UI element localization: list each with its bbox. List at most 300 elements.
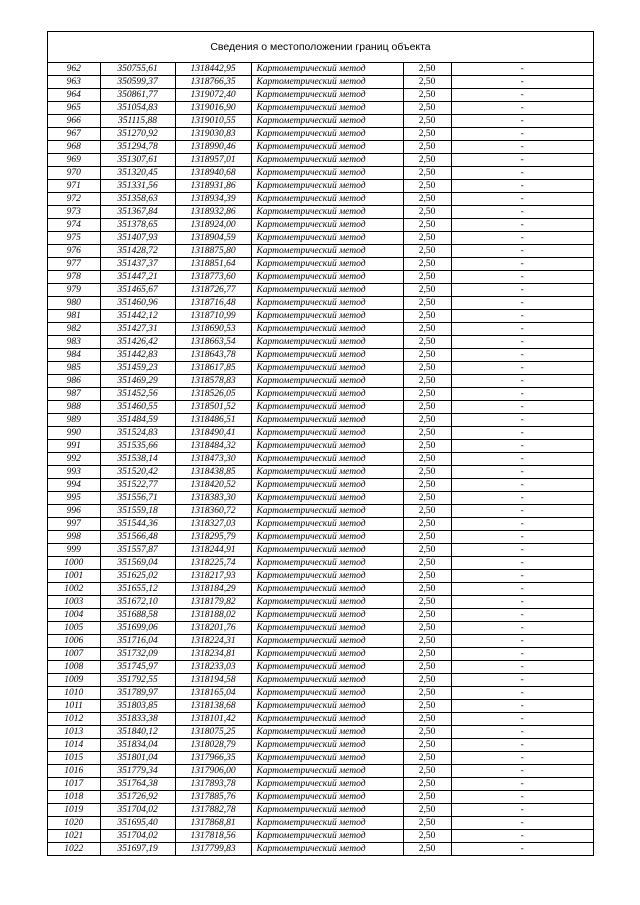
table-row xyxy=(48,375,593,388)
y-coordinate-cell: 1318726,77 xyxy=(175,284,251,297)
y-coordinate-cell: 1318473,30 xyxy=(175,453,251,466)
method-cell: Картометрический метод xyxy=(251,115,403,128)
accuracy-cell: 2,50 xyxy=(403,141,451,154)
method-cell: Картометрический метод xyxy=(251,193,403,206)
y-coordinate-cell: 1318244,91 xyxy=(175,544,251,557)
note-cell: - xyxy=(451,570,593,583)
note-cell: - xyxy=(451,401,593,414)
note-cell: - xyxy=(451,804,593,817)
table-row xyxy=(48,544,593,557)
note-cell: - xyxy=(451,713,593,726)
table-row xyxy=(48,479,593,492)
point-number-cell: 992 xyxy=(48,453,100,466)
point-number-cell: 998 xyxy=(48,531,100,544)
note-cell: - xyxy=(451,154,593,167)
table-row xyxy=(48,453,593,466)
note-cell: - xyxy=(451,323,593,336)
method-cell: Картометрический метод xyxy=(251,609,403,622)
coordinates-table-body xyxy=(48,63,593,855)
accuracy-cell: 2,50 xyxy=(403,271,451,284)
accuracy-cell: 2,50 xyxy=(403,414,451,427)
method-cell: Картометрический метод xyxy=(251,128,403,141)
table-row xyxy=(48,843,593,856)
method-cell: Картометрический метод xyxy=(251,206,403,219)
method-cell: Картометрический метод xyxy=(251,141,403,154)
y-coordinate-cell: 1318578,83 xyxy=(175,375,251,388)
method-cell: Картометрический метод xyxy=(251,843,403,856)
accuracy-cell: 2,50 xyxy=(403,362,451,375)
note-cell: - xyxy=(451,726,593,739)
x-coordinate-cell: 351801,04 xyxy=(100,752,175,765)
note-cell: - xyxy=(451,193,593,206)
accuracy-cell: 2,50 xyxy=(403,401,451,414)
method-cell: Картометрический метод xyxy=(251,583,403,596)
note-cell: - xyxy=(451,752,593,765)
y-coordinate-cell: 1318179,82 xyxy=(175,596,251,609)
point-number-cell: 1001 xyxy=(48,570,100,583)
note-cell: - xyxy=(451,544,593,557)
note-cell: - xyxy=(451,778,593,791)
point-number-cell: 966 xyxy=(48,115,100,128)
x-coordinate-cell: 351704,02 xyxy=(100,830,175,843)
method-cell: Картометрический метод xyxy=(251,323,403,336)
note-cell: - xyxy=(451,102,593,115)
accuracy-cell: 2,50 xyxy=(403,63,451,76)
note-cell: - xyxy=(451,414,593,427)
y-coordinate-cell: 1318165,04 xyxy=(175,687,251,700)
y-coordinate-cell: 1318773,60 xyxy=(175,271,251,284)
note-cell: - xyxy=(451,440,593,453)
x-coordinate-cell: 351442,83 xyxy=(100,349,175,362)
point-number-cell: 969 xyxy=(48,154,100,167)
x-coordinate-cell: 351699,06 xyxy=(100,622,175,635)
point-number-cell: 976 xyxy=(48,245,100,258)
method-cell: Картометрический метод xyxy=(251,310,403,323)
point-number-cell: 1022 xyxy=(48,843,100,856)
table-row xyxy=(48,89,593,102)
y-coordinate-cell: 1317885,76 xyxy=(175,791,251,804)
x-coordinate-cell: 351792,55 xyxy=(100,674,175,687)
method-cell: Картометрический метод xyxy=(251,713,403,726)
point-number-cell: 1015 xyxy=(48,752,100,765)
method-cell: Картометрический метод xyxy=(251,596,403,609)
x-coordinate-cell: 351307,61 xyxy=(100,154,175,167)
accuracy-cell: 2,50 xyxy=(403,713,451,726)
table-row xyxy=(48,635,593,648)
y-coordinate-cell: 1318234,81 xyxy=(175,648,251,661)
method-cell: Картометрический метод xyxy=(251,752,403,765)
table-row xyxy=(48,674,593,687)
y-coordinate-cell: 1318932,86 xyxy=(175,206,251,219)
x-coordinate-cell: 351716,04 xyxy=(100,635,175,648)
x-coordinate-cell: 351452,56 xyxy=(100,388,175,401)
x-coordinate-cell: 351378,65 xyxy=(100,219,175,232)
point-number-cell: 1006 xyxy=(48,635,100,648)
note-cell: - xyxy=(451,284,593,297)
point-number-cell: 982 xyxy=(48,323,100,336)
y-coordinate-cell: 1318295,79 xyxy=(175,531,251,544)
note-cell: - xyxy=(451,336,593,349)
point-number-cell: 1000 xyxy=(48,557,100,570)
note-cell: - xyxy=(451,206,593,219)
method-cell: Картометрический метод xyxy=(251,544,403,557)
method-cell: Картометрический метод xyxy=(251,726,403,739)
table-row xyxy=(48,791,593,804)
table-row xyxy=(48,206,593,219)
table-row xyxy=(48,765,593,778)
accuracy-cell: 2,50 xyxy=(403,427,451,440)
y-coordinate-cell: 1318028,79 xyxy=(175,739,251,752)
x-coordinate-cell: 351442,12 xyxy=(100,310,175,323)
table-row xyxy=(48,687,593,700)
method-cell: Картометрический метод xyxy=(251,700,403,713)
point-number-cell: 964 xyxy=(48,89,100,102)
point-number-cell: 962 xyxy=(48,63,100,76)
table-row xyxy=(48,531,593,544)
x-coordinate-cell: 351427,31 xyxy=(100,323,175,336)
point-number-cell: 990 xyxy=(48,427,100,440)
note-cell: - xyxy=(451,648,593,661)
method-cell: Картометрический метод xyxy=(251,830,403,843)
point-number-cell: 993 xyxy=(48,466,100,479)
y-coordinate-cell: 1317799,83 xyxy=(175,843,251,856)
x-coordinate-cell: 351460,55 xyxy=(100,401,175,414)
table-row xyxy=(48,596,593,609)
point-number-cell: 1012 xyxy=(48,713,100,726)
point-number-cell: 984 xyxy=(48,349,100,362)
y-coordinate-cell: 1318184,29 xyxy=(175,583,251,596)
point-number-cell: 970 xyxy=(48,167,100,180)
note-cell: - xyxy=(451,297,593,310)
note-cell: - xyxy=(451,492,593,505)
point-number-cell: 1002 xyxy=(48,583,100,596)
method-cell: Картометрический метод xyxy=(251,336,403,349)
accuracy-cell: 2,50 xyxy=(403,700,451,713)
method-cell: Картометрический метод xyxy=(251,284,403,297)
y-coordinate-cell: 1318931,86 xyxy=(175,180,251,193)
note-cell: - xyxy=(451,63,593,76)
x-coordinate-cell: 351437,37 xyxy=(100,258,175,271)
point-number-cell: 1021 xyxy=(48,830,100,843)
y-coordinate-cell: 1318875,80 xyxy=(175,245,251,258)
table-row xyxy=(48,830,593,843)
y-coordinate-cell: 1318957,01 xyxy=(175,154,251,167)
method-cell: Картометрический метод xyxy=(251,388,403,401)
point-number-cell: 974 xyxy=(48,219,100,232)
method-cell: Картометрический метод xyxy=(251,232,403,245)
x-coordinate-cell: 351538,14 xyxy=(100,453,175,466)
method-cell: Картометрический метод xyxy=(251,674,403,687)
method-cell: Картометрический метод xyxy=(251,219,403,232)
point-number-cell: 987 xyxy=(48,388,100,401)
table-row xyxy=(48,414,593,427)
table-row xyxy=(48,609,593,622)
x-coordinate-cell: 351789,97 xyxy=(100,687,175,700)
x-coordinate-cell: 351115,88 xyxy=(100,115,175,128)
table-row xyxy=(48,739,593,752)
note-cell: - xyxy=(451,622,593,635)
note-cell: - xyxy=(451,362,593,375)
table-row xyxy=(48,804,593,817)
method-cell: Картометрический метод xyxy=(251,765,403,778)
accuracy-cell: 2,50 xyxy=(403,310,451,323)
y-coordinate-cell: 1317966,35 xyxy=(175,752,251,765)
y-coordinate-cell: 1318690,53 xyxy=(175,323,251,336)
y-coordinate-cell: 1319072,40 xyxy=(175,89,251,102)
y-coordinate-cell: 1318710,99 xyxy=(175,310,251,323)
x-coordinate-cell: 351704,02 xyxy=(100,804,175,817)
table-row xyxy=(48,141,593,154)
accuracy-cell: 2,50 xyxy=(403,739,451,752)
x-coordinate-cell: 351331,56 xyxy=(100,180,175,193)
y-coordinate-cell: 1318075,25 xyxy=(175,726,251,739)
x-coordinate-cell: 351566,48 xyxy=(100,531,175,544)
accuracy-cell: 2,50 xyxy=(403,726,451,739)
method-cell: Картометрический метод xyxy=(251,492,403,505)
x-coordinate-cell: 351544,36 xyxy=(100,518,175,531)
point-number-cell: 972 xyxy=(48,193,100,206)
accuracy-cell: 2,50 xyxy=(403,518,451,531)
y-coordinate-cell: 1318851,64 xyxy=(175,258,251,271)
note-cell: - xyxy=(451,232,593,245)
table-row xyxy=(48,518,593,531)
point-number-cell: 999 xyxy=(48,544,100,557)
note-cell: - xyxy=(451,700,593,713)
x-coordinate-cell: 351520,42 xyxy=(100,466,175,479)
method-cell: Картометрический метод xyxy=(251,453,403,466)
y-coordinate-cell: 1318224,31 xyxy=(175,635,251,648)
y-coordinate-cell: 1319030,83 xyxy=(175,128,251,141)
note-cell: - xyxy=(451,375,593,388)
x-coordinate-cell: 350755,61 xyxy=(100,63,175,76)
point-number-cell: 986 xyxy=(48,375,100,388)
x-coordinate-cell: 350861,77 xyxy=(100,89,175,102)
method-cell: Картометрический метод xyxy=(251,570,403,583)
method-cell: Картометрический метод xyxy=(251,739,403,752)
note-cell: - xyxy=(451,180,593,193)
y-coordinate-cell: 1318663,54 xyxy=(175,336,251,349)
y-coordinate-cell: 1318420,52 xyxy=(175,479,251,492)
y-coordinate-cell: 1318934,39 xyxy=(175,193,251,206)
table-row xyxy=(48,557,593,570)
y-coordinate-cell: 1318188,02 xyxy=(175,609,251,622)
x-coordinate-cell: 351522,77 xyxy=(100,479,175,492)
x-coordinate-cell: 351803,85 xyxy=(100,700,175,713)
y-coordinate-cell: 1318360,72 xyxy=(175,505,251,518)
note-cell: - xyxy=(451,349,593,362)
y-coordinate-cell: 1318716,48 xyxy=(175,297,251,310)
accuracy-cell: 2,50 xyxy=(403,479,451,492)
point-number-cell: 1009 xyxy=(48,674,100,687)
accuracy-cell: 2,50 xyxy=(403,583,451,596)
method-cell: Картометрический метод xyxy=(251,349,403,362)
table-row xyxy=(48,167,593,180)
y-coordinate-cell: 1319010,55 xyxy=(175,115,251,128)
table-row xyxy=(48,583,593,596)
x-coordinate-cell: 351569,04 xyxy=(100,557,175,570)
point-number-cell: 1005 xyxy=(48,622,100,635)
table-row xyxy=(48,180,593,193)
x-coordinate-cell: 351407,93 xyxy=(100,232,175,245)
accuracy-cell: 2,50 xyxy=(403,167,451,180)
y-coordinate-cell: 1317893,78 xyxy=(175,778,251,791)
table-row xyxy=(48,349,593,362)
x-coordinate-cell: 351460,96 xyxy=(100,297,175,310)
y-coordinate-cell: 1318617,85 xyxy=(175,362,251,375)
note-cell: - xyxy=(451,76,593,89)
table-row xyxy=(48,401,593,414)
note-cell: - xyxy=(451,258,593,271)
document-sheet xyxy=(47,31,594,856)
accuracy-cell: 2,50 xyxy=(403,154,451,167)
note-cell: - xyxy=(451,609,593,622)
note-cell: - xyxy=(451,427,593,440)
method-cell: Картометрический метод xyxy=(251,804,403,817)
point-number-cell: 1010 xyxy=(48,687,100,700)
note-cell: - xyxy=(451,687,593,700)
accuracy-cell: 2,50 xyxy=(403,115,451,128)
x-coordinate-cell: 351469,29 xyxy=(100,375,175,388)
table-row xyxy=(48,232,593,245)
y-coordinate-cell: 1317906,00 xyxy=(175,765,251,778)
x-coordinate-cell: 351320,45 xyxy=(100,167,175,180)
point-number-cell: 995 xyxy=(48,492,100,505)
point-number-cell: 989 xyxy=(48,414,100,427)
table-row xyxy=(48,193,593,206)
x-coordinate-cell: 351834,04 xyxy=(100,739,175,752)
note-cell: - xyxy=(451,765,593,778)
table-row xyxy=(48,258,593,271)
method-cell: Картометрический метод xyxy=(251,661,403,674)
accuracy-cell: 2,50 xyxy=(403,193,451,206)
y-coordinate-cell: 1318526,05 xyxy=(175,388,251,401)
accuracy-cell: 2,50 xyxy=(403,466,451,479)
method-cell: Картометрический метод xyxy=(251,531,403,544)
method-cell: Картометрический метод xyxy=(251,518,403,531)
note-cell: - xyxy=(451,635,593,648)
point-number-cell: 988 xyxy=(48,401,100,414)
method-cell: Картометрический метод xyxy=(251,375,403,388)
table-row xyxy=(48,362,593,375)
table-row xyxy=(48,713,593,726)
point-number-cell: 973 xyxy=(48,206,100,219)
accuracy-cell: 2,50 xyxy=(403,284,451,297)
accuracy-cell: 2,50 xyxy=(403,791,451,804)
accuracy-cell: 2,50 xyxy=(403,622,451,635)
point-number-cell: 991 xyxy=(48,440,100,453)
point-number-cell: 977 xyxy=(48,258,100,271)
point-number-cell: 1017 xyxy=(48,778,100,791)
accuracy-cell: 2,50 xyxy=(403,674,451,687)
method-cell: Картометрический метод xyxy=(251,401,403,414)
note-cell: - xyxy=(451,817,593,830)
accuracy-cell: 2,50 xyxy=(403,89,451,102)
accuracy-cell: 2,50 xyxy=(403,232,451,245)
x-coordinate-cell: 351559,18 xyxy=(100,505,175,518)
y-coordinate-cell: 1317868,81 xyxy=(175,817,251,830)
x-coordinate-cell: 351697,19 xyxy=(100,843,175,856)
method-cell: Картометрический метод xyxy=(251,791,403,804)
x-coordinate-cell: 351672,10 xyxy=(100,596,175,609)
x-coordinate-cell: 351695,40 xyxy=(100,817,175,830)
method-cell: Картометрический метод xyxy=(251,427,403,440)
table-row xyxy=(48,427,593,440)
table-row xyxy=(48,492,593,505)
accuracy-cell: 2,50 xyxy=(403,219,451,232)
accuracy-cell: 2,50 xyxy=(403,245,451,258)
method-cell: Картометрический метод xyxy=(251,414,403,427)
table-row xyxy=(48,336,593,349)
method-cell: Картометрический метод xyxy=(251,102,403,115)
note-cell: - xyxy=(451,661,593,674)
accuracy-cell: 2,50 xyxy=(403,505,451,518)
accuracy-cell: 2,50 xyxy=(403,531,451,544)
accuracy-cell: 2,50 xyxy=(403,453,451,466)
x-coordinate-cell: 351447,21 xyxy=(100,271,175,284)
y-coordinate-cell: 1318490,41 xyxy=(175,427,251,440)
coordinates-table xyxy=(48,63,593,855)
accuracy-cell: 2,50 xyxy=(403,687,451,700)
point-number-cell: 967 xyxy=(48,128,100,141)
accuracy-cell: 2,50 xyxy=(403,180,451,193)
table-row xyxy=(48,817,593,830)
point-number-cell: 994 xyxy=(48,479,100,492)
accuracy-cell: 2,50 xyxy=(403,544,451,557)
y-coordinate-cell: 1318327,03 xyxy=(175,518,251,531)
point-number-cell: 1016 xyxy=(48,765,100,778)
accuracy-cell: 2,50 xyxy=(403,778,451,791)
x-coordinate-cell: 351779,34 xyxy=(100,765,175,778)
method-cell: Картометрический метод xyxy=(251,479,403,492)
accuracy-cell: 2,50 xyxy=(403,258,451,271)
point-number-cell: 981 xyxy=(48,310,100,323)
method-cell: Картометрический метод xyxy=(251,154,403,167)
x-coordinate-cell: 351054,83 xyxy=(100,102,175,115)
table-row xyxy=(48,76,593,89)
method-cell: Картометрический метод xyxy=(251,817,403,830)
point-number-cell: 1008 xyxy=(48,661,100,674)
accuracy-cell: 2,50 xyxy=(403,570,451,583)
accuracy-cell: 2,50 xyxy=(403,635,451,648)
table-row xyxy=(48,570,593,583)
accuracy-cell: 2,50 xyxy=(403,336,451,349)
section-title: Сведения о местоположении границ объекта xyxy=(48,32,593,63)
note-cell: - xyxy=(451,531,593,544)
note-cell: - xyxy=(451,843,593,856)
point-number-cell: 975 xyxy=(48,232,100,245)
accuracy-cell: 2,50 xyxy=(403,804,451,817)
x-coordinate-cell: 350599,37 xyxy=(100,76,175,89)
x-coordinate-cell: 351426,42 xyxy=(100,336,175,349)
x-coordinate-cell: 351524,83 xyxy=(100,427,175,440)
method-cell: Картометрический метод xyxy=(251,622,403,635)
table-row xyxy=(48,128,593,141)
table-row xyxy=(48,310,593,323)
method-cell: Картометрический метод xyxy=(251,635,403,648)
note-cell: - xyxy=(451,830,593,843)
method-cell: Картометрический метод xyxy=(251,258,403,271)
method-cell: Картометрический метод xyxy=(251,778,403,791)
method-cell: Картометрический метод xyxy=(251,440,403,453)
note-cell: - xyxy=(451,674,593,687)
table-row xyxy=(48,388,593,401)
table-row xyxy=(48,284,593,297)
table-row xyxy=(48,154,593,167)
y-coordinate-cell: 1318442,95 xyxy=(175,63,251,76)
x-coordinate-cell: 351764,38 xyxy=(100,778,175,791)
accuracy-cell: 2,50 xyxy=(403,76,451,89)
point-number-cell: 968 xyxy=(48,141,100,154)
